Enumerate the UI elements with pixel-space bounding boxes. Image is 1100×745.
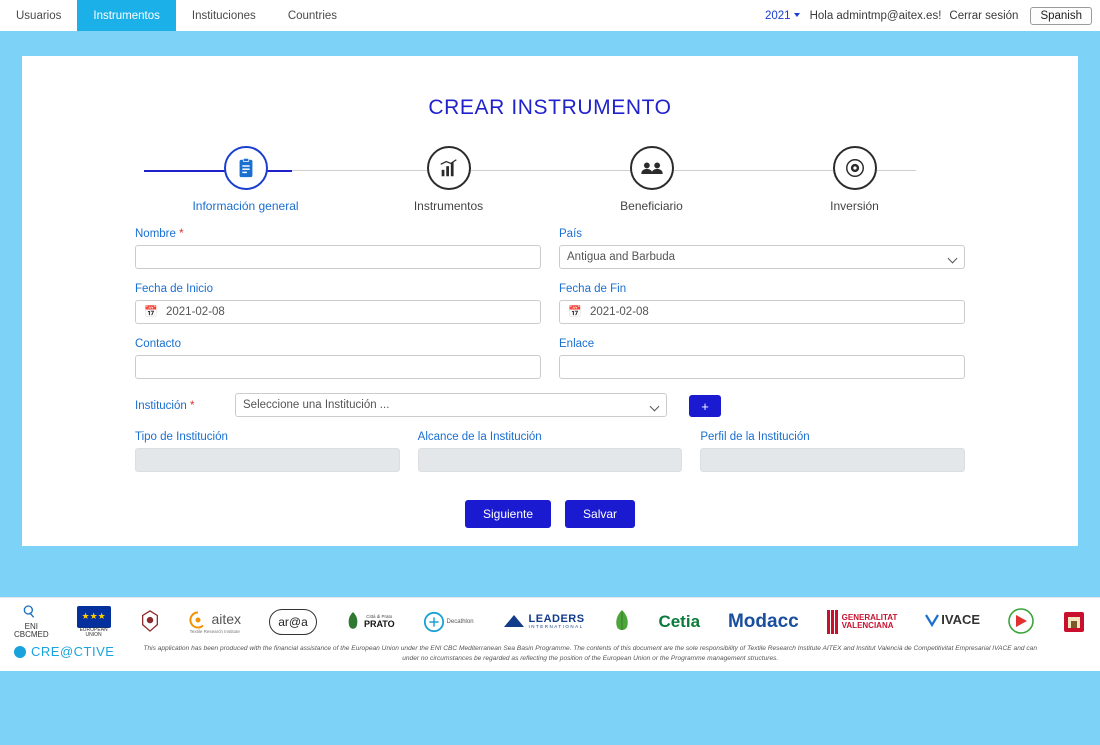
chevron-down-icon [794,13,800,17]
eni-cbcmed-logo [14,604,49,639]
creactive-brand-label: CRE@CTIVE [31,644,115,659]
year-selector[interactable] [765,10,800,22]
partner-logo-15 [1062,608,1086,636]
ivace-logo [925,613,980,631]
institucion-select-cell [235,393,667,417]
logo-line2: VALENCIANA [841,621,894,630]
step-beneficiario[interactable] [550,146,753,213]
partner-logo-14 [1008,608,1034,636]
fecha-inicio-input[interactable] [135,300,541,324]
step-label: Instrumentos [413,199,484,213]
fecha-fin-label: Fecha de Fin [559,283,627,295]
step-informacion-general[interactable] [144,146,347,213]
institucion-label-cell [135,400,235,417]
step-label: Información general [192,199,299,213]
form-card [22,56,1078,546]
coin-icon [833,146,877,190]
instrument-form [135,228,965,528]
arca-logo [269,609,317,635]
form-row-institucion-details [135,431,965,472]
form-row-1 [135,228,965,269]
field-perfil-institucion [700,431,965,472]
page-background [0,31,1100,671]
institucion-select[interactable] [235,393,667,417]
field-alcance-institucion [418,431,683,472]
european-union-logo: ★★★ EUROPEAN UNION [77,606,111,639]
nombre-input[interactable] [135,245,541,269]
logo-line1: ENI [24,621,38,631]
step-instrumentos[interactable] [347,146,550,213]
pais-label: País [559,228,583,240]
logo-line1: Cetia [658,612,701,632]
required-marker: * [186,400,195,412]
language-button[interactable]: Spanish [1030,7,1092,25]
green-leaf-logo [613,609,631,635]
form-actions [135,500,965,528]
form-row-3 [135,338,965,379]
page-title: CREAR INSTRUMENTO [428,96,672,119]
logo-line1: ar@a [278,614,308,629]
nav-items [0,0,353,31]
wizard-stepper [144,146,956,213]
footer-bottom [0,642,1100,664]
chevron-down-icon [948,254,958,264]
people-icon [630,146,674,190]
field-contacto [135,338,541,379]
alcance-institucion-label: Alcance de la Institución [417,431,542,443]
add-institucion-button[interactable]: + [689,395,721,417]
field-fecha-inicio [135,283,541,324]
siguiente-button[interactable]: Siguiente [465,500,551,528]
logo-line2: Città di Prato [366,613,393,619]
required-marker: * [175,228,184,240]
perfil-institucion-label: Perfil de la Institución [700,431,810,443]
cetia-logo [658,613,700,631]
cgi-logo [423,611,474,633]
field-enlace [559,338,965,379]
calendar-icon: 📅 [568,306,582,318]
logo-line1: aitex [211,611,242,628]
field-pais [559,228,965,269]
step-label: Beneficiario [620,199,683,213]
logo-line2: UNION [85,632,102,638]
enlace-label: Enlace [559,338,595,350]
field-fecha-fin [559,283,965,324]
partner-logos [0,598,1100,642]
top-navigation-bar [0,0,1100,31]
nav-item-usuarios[interactable] [0,0,77,31]
page-footer [0,597,1100,671]
university-logo [139,609,161,635]
logo-line2: Textile Research Institute [189,628,240,634]
pais-select-value: Antigua and Barbuda [567,251,676,263]
contacto-label: Contacto [135,338,182,350]
tipo-institucion-label: Tipo de Institución [135,431,228,443]
salvar-button[interactable]: Salvar [565,500,635,528]
contacto-input[interactable] [135,355,541,379]
nav-item-label: Usuarios [16,9,62,22]
form-row-institucion [135,393,965,417]
nav-item-instrumentos[interactable] [77,0,175,31]
field-nombre [135,228,541,269]
creactive-dot-icon [14,646,26,658]
form-row-2 [135,283,965,324]
logout-link[interactable]: Cerrar sesión [949,9,1019,22]
calendar-icon: 📅 [144,306,158,318]
field-tipo-institucion [135,431,400,472]
logo-line2: Decathlon [446,618,474,625]
modacc-logo [728,612,799,632]
fecha-inicio-label: Fecha de Inicio [135,283,213,295]
footer-disclaimer: This application has been produced with the financial assistance of the European Union under the ENI CBC Mediterranean Sea Basin Programme. The contents of this document are the sole responsibility of Textile Research Institute AITEX and Institut Valencià de Competitivitat Empresarial IVACE and can under no circumstances be regarded as reflecting the position of the European Union or the Programme management structures. [143,645,1037,662]
logo-line1: LEADERS [528,612,585,625]
leaders-logo [502,613,585,631]
institucion-select-value: Seleccione una Institución ... [243,399,390,411]
institucion-label [135,400,235,412]
perfil-institucion-input [700,448,965,472]
year-selector-label: 2021 [764,9,791,22]
logo-line1: EUROPEAN [79,626,108,633]
step-inversion[interactable] [753,146,956,213]
nav-item-label: Instrumentos [93,9,160,22]
fecha-fin-input[interactable] [559,300,965,324]
nombre-label-text: Nombre [135,228,176,240]
logo-line1: GENERALITAT [841,612,898,622]
logo-line1: Modacc [727,611,799,633]
logo-line2: INTERNATIONAL [528,624,584,630]
logo-line1: PRATO [363,618,395,629]
tipo-institucion-input [135,448,400,472]
pais-select[interactable] [559,245,965,269]
nav-item-label: Countries [287,9,338,22]
logo-line2: CBCMED [14,630,49,640]
enlace-input[interactable] [559,355,965,379]
institucion-label-text: Institución [135,400,187,412]
user-greeting: Hola admintmp@aitex.es! [809,9,942,22]
nav-item-countries[interactable] [272,0,353,31]
aitex-logo [188,610,241,635]
chevron-down-icon [650,402,660,412]
logo-line1: IVACE [941,612,981,628]
nombre-label [135,228,541,240]
nav-item-label: Instituciones [191,9,256,22]
clipboard-icon [224,146,268,190]
nav-right-section [765,0,1100,31]
nav-item-instituciones[interactable] [176,0,272,31]
generalitat-valenciana-logo [827,610,898,634]
step-label: Inversión [830,199,879,213]
bar-chart-icon [427,146,471,190]
prato-logo [345,611,395,633]
creactive-brand [14,642,114,659]
alcance-institucion-input [418,448,683,472]
